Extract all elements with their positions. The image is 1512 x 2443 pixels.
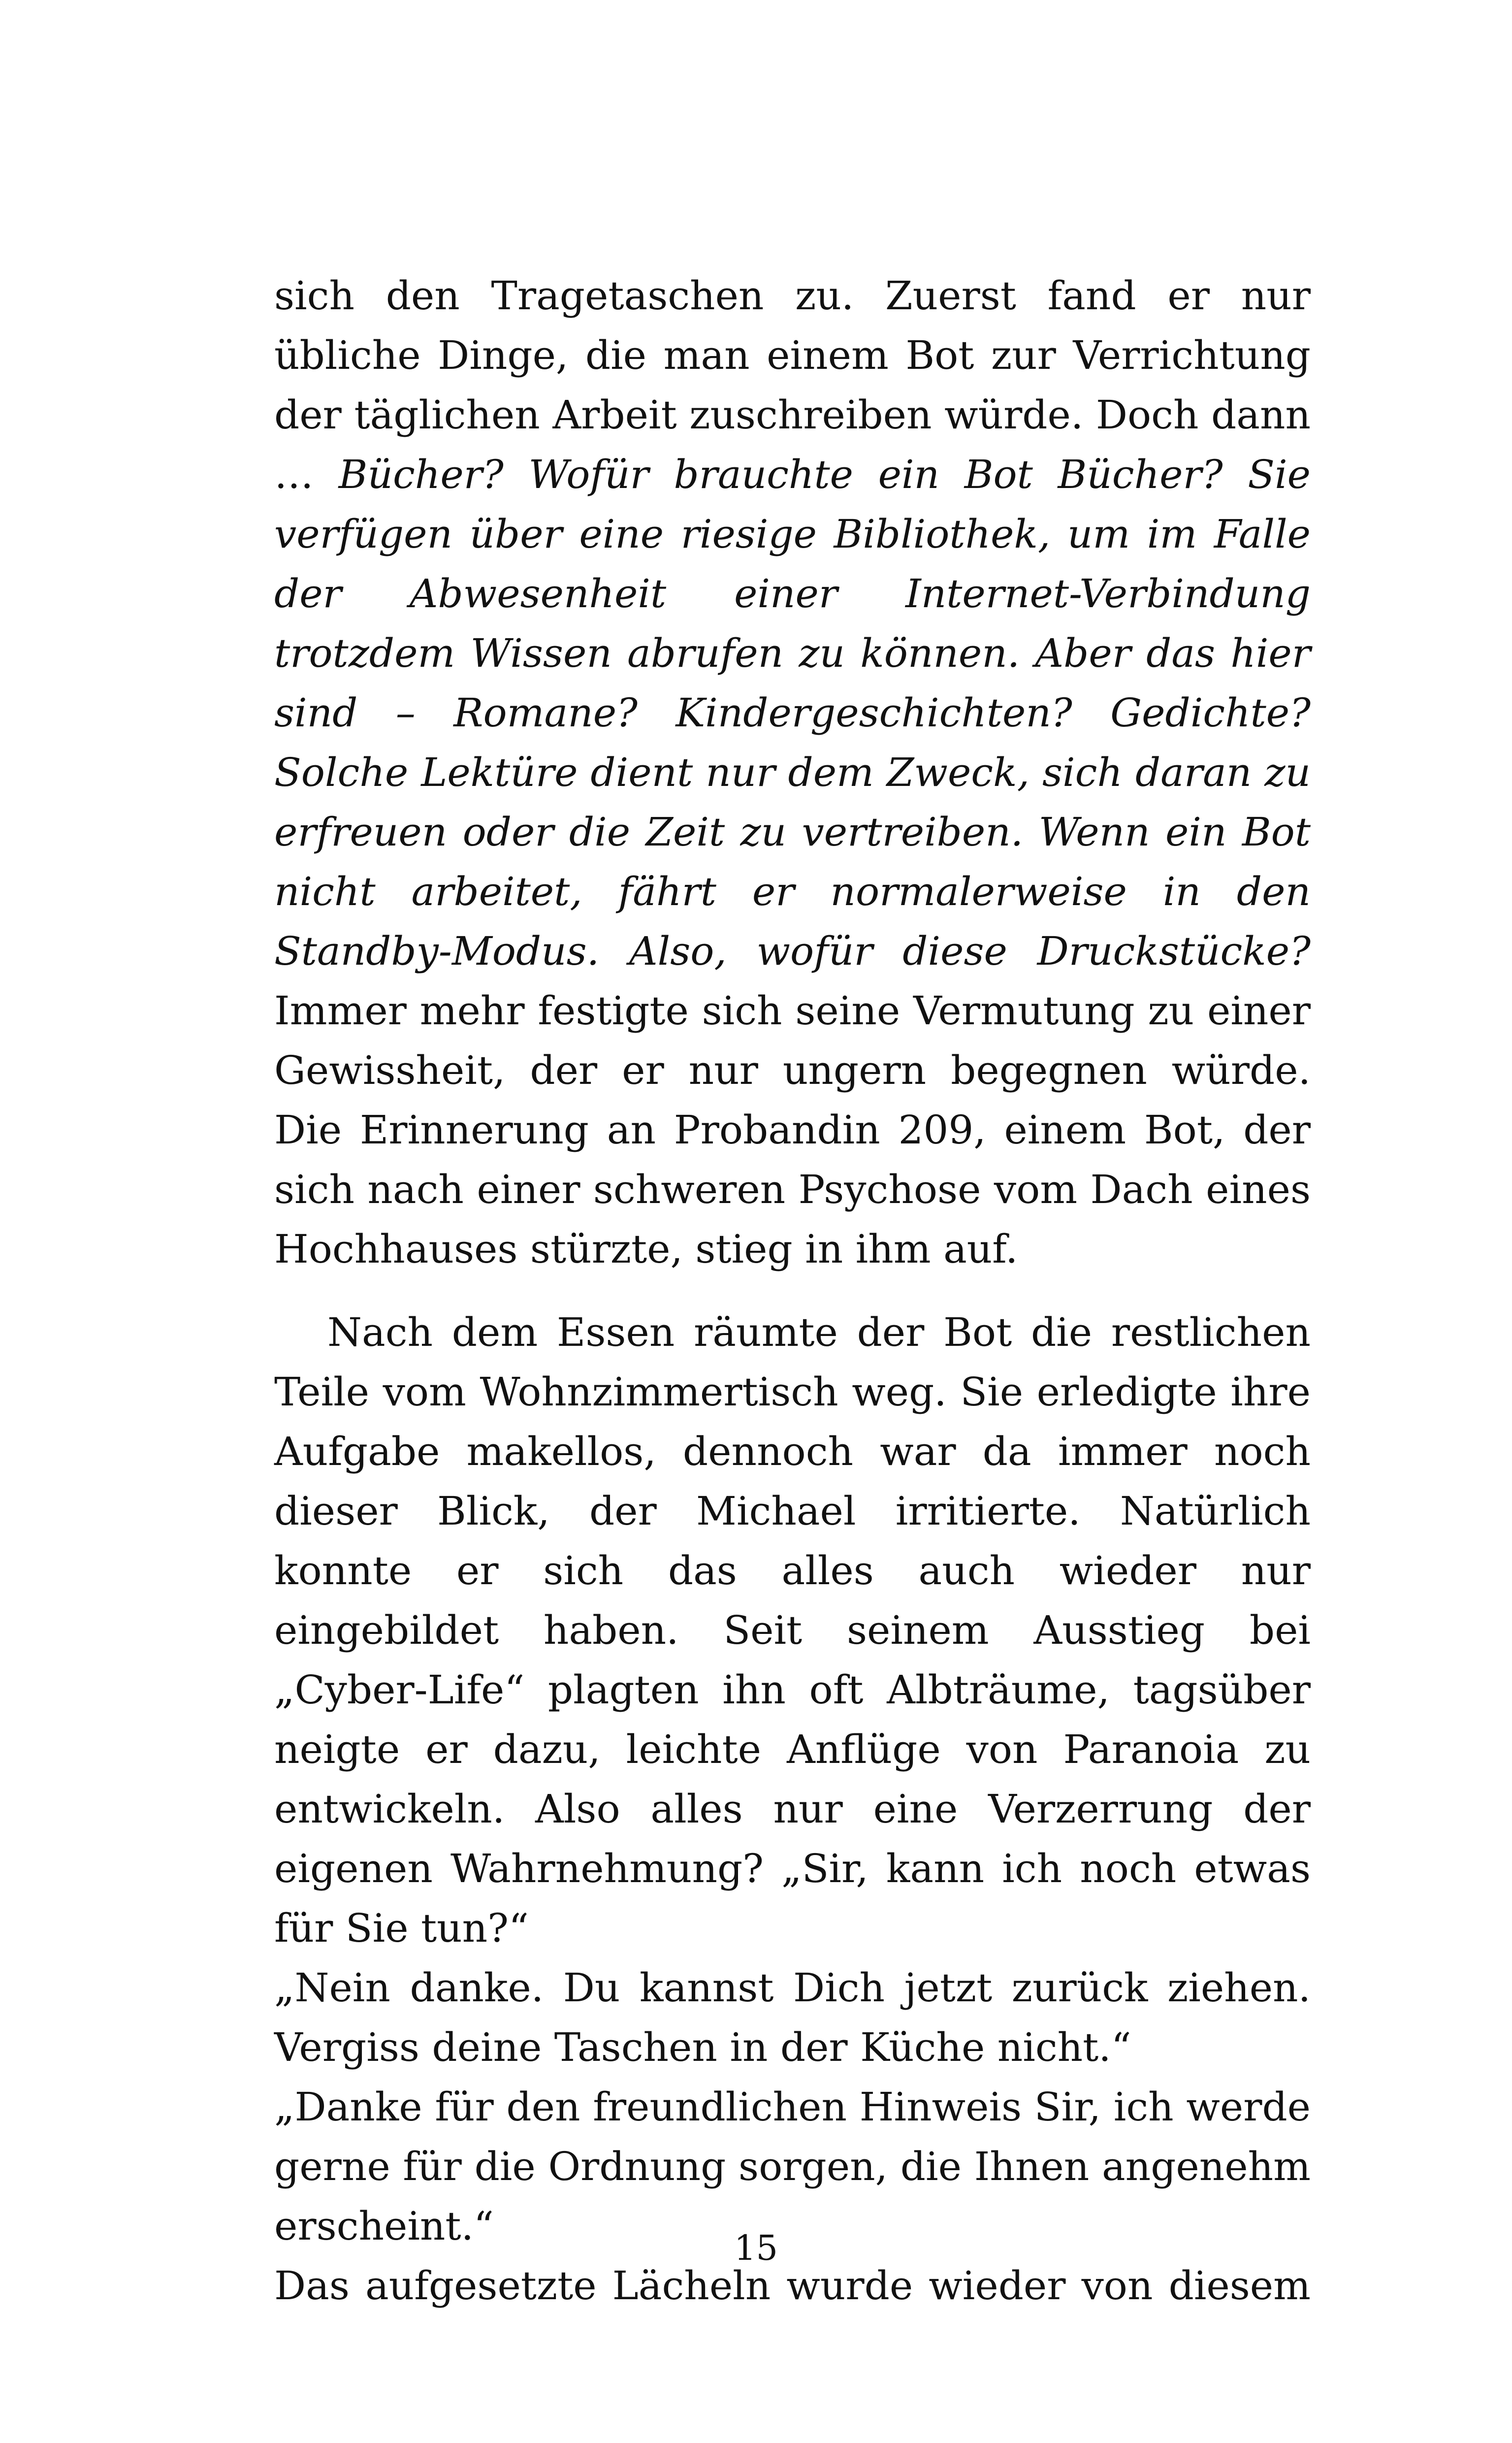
paragraph-segment-plain: Immer mehr festigte sich seine Vermutung zu einer Gewissheit, der er nur ungern begegnen würde. Die Erinnerung an Probandin 209, einem Bot, der sich nach einer schweren Psychose vom Dach eines Hochhauses stürzte, stieg in ihm auf. — [274, 988, 1311, 1272]
paragraph-nach-dem-essen: Nach dem Essen räumte der Bot die restlichen Teile vom Wohnzimmertisch weg. Sie erledigte ihre Aufgabe makellos, dennoch war da immer noch dieser Blick, der Michael irritierte. Natürlich konnte er sich das alles auch wieder nur eingebildet haben. Seit seinem Ausstieg bei „Cyber-Life“ plagten ihn oft Albträume, tagsüber neigte er dazu, leichte Anflüge von Paranoia zu entwickeln. Also alles nur eine Verzerrung der eigenen Wahrnehmung? „Sir, kann ich noch etwas für Sie tun?“ — [274, 1309, 1311, 1951]
page-number: 15 — [734, 2228, 778, 2268]
paragraph-dialogue-bot: „Danke für den freundlichen Hinweis Sir, ich werde gerne für die Ordnung sorgen, die Ihnen angenehm erscheint.“ — [274, 2084, 1311, 2249]
body-text — [274, 266, 1311, 2315]
paragraph-dialogue-michael: „Nein danke. Du kannst Dich jetzt zurück ziehen. Vergiss deine Taschen in der Küche nicht.“ — [274, 1965, 1311, 2070]
paragraph-tragetaschen — [274, 266, 1311, 1279]
paragraph-segment-italic-thought: Bücher? Wofür brauchte ein Bot Bücher? Sie verfügen über eine riesige Bibliothek, um im Falle der Abwesenheit einer Internet-Verbindung trotzdem Wissen abrufen zu können. Aber das hier sind – Romane? Kindergeschichten? Gedichte? Solche Lektüre dient nur dem Zweck, sich daran zu erfreuen oder die Zeit zu vertreiben. Wenn ein Bot nicht arbeitet, fährt er normalerweise in den Standby-Modus. Also, wofür diese Druckstücke? — [274, 452, 1311, 974]
paragraph-continued: Das aufgesetzte Lächeln wurde wieder von diesem — [274, 2263, 1311, 2309]
paragraph-segment-plain: sich den Tragetaschen zu. Zuerst fand er nur übliche Dinge, die man einem Bot zur Verrichtung der täglichen Arbeit zuschreiben würde. Doch dann … — [274, 273, 1311, 497]
